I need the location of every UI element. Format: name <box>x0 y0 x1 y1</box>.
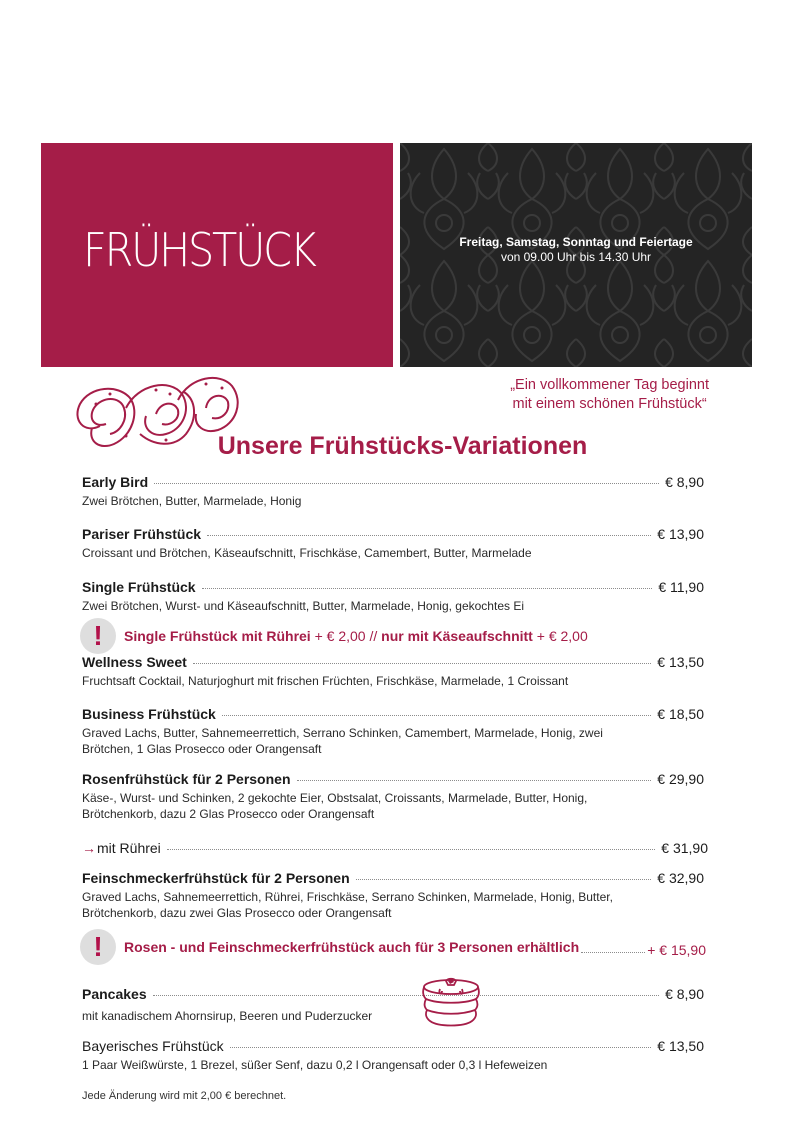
menu-item-single <box>82 579 704 614</box>
opening-time: von 09.00 Uhr bis 14.30 Uhr <box>500 250 652 264</box>
opening-hours <box>400 235 752 264</box>
section-title: Unsere Frühstücks-Variationen <box>217 432 588 460</box>
note-option-price: + € 2,00 <box>536 628 588 644</box>
menu-item-pancakes <box>82 986 704 1024</box>
item-price: € 8,90 <box>665 986 704 1002</box>
menu-item-rosen-ruehrei <box>82 840 708 856</box>
item-description: Graved Lachs, Butter, Sahnemeerrettich, Serrano Schinken, Camembert, Marmelade, Honig, zwei Brötchen, 1 Glas Prosecco oder Orangensaft <box>82 726 603 756</box>
item-description: Croissant und Brötchen, Käseaufschnitt, Frischkäse, Camembert, Butter, Marmelade <box>82 546 532 560</box>
quote-line: „Ein vollkommener Tag beginnt <box>510 377 709 393</box>
leader-dots <box>230 1047 652 1048</box>
leader-dots <box>202 588 653 589</box>
exclamation-icon: ! <box>80 929 116 965</box>
item-description: mit kanadischem Ahornsirup, Beeren und Puderzucker <box>82 1009 373 1023</box>
menu-item-pariser <box>82 526 704 561</box>
item-price: € 31,90 <box>661 840 708 856</box>
item-name-text: mit Rührei <box>97 840 161 856</box>
opening-days: Freitag, Samstag, Sonntag und Feiertage <box>459 235 693 249</box>
pancake-illustration <box>416 977 486 1029</box>
item-description: Käse-, Wurst- und Schinken, 2 gekochte Eier, Obstsalat, Croissants, Marmelade, Butter, Honig, Brötchenkorb, dazu 2 Glas Prosecco oder Orangensaft <box>82 791 588 821</box>
arrow-right-icon: → <box>82 840 96 856</box>
breakfast-quote <box>510 376 709 414</box>
item-name: Single Frühstück <box>82 579 196 595</box>
leader-dots <box>193 663 651 664</box>
item-name: Business Frühstück <box>82 706 216 722</box>
leader-dots <box>207 535 651 536</box>
item-description: Fruchtsaft Cocktail, Naturjoghurt mit frischen Früchten, Frischkäse, Marmelade, 1 Croissant <box>82 674 569 688</box>
menu-item-early-bird <box>82 474 704 509</box>
note-separator: // <box>369 628 378 644</box>
group-size-note <box>80 929 706 965</box>
leader-dots <box>153 995 659 996</box>
item-price: € 32,90 <box>657 870 704 886</box>
menu-item-feinschmecker <box>82 870 704 921</box>
item-description: Zwei Brötchen, Butter, Marmelade, Honig <box>82 494 302 508</box>
note-text: Rosen - und Feinschmeckerfrühstück auch für 3 Personen erhältlich <box>124 939 580 955</box>
page-title: FRÜHSTÜCK <box>83 223 315 277</box>
note-price: + € 15,90 <box>647 942 706 958</box>
leader-dots <box>222 715 651 716</box>
hero-title-panel <box>41 143 393 367</box>
exclamation-icon: ! <box>80 618 116 654</box>
note-option: nur mit Käseaufschnitt <box>381 628 533 644</box>
note-text <box>124 628 588 644</box>
note-option: Single Frühstück mit Rührei <box>124 628 311 644</box>
item-price: € 13,50 <box>657 654 704 670</box>
item-price: € 11,90 <box>658 579 704 595</box>
leader-dots <box>356 879 652 880</box>
item-name: Pancakes <box>82 986 147 1002</box>
menu-item-bayerisch <box>82 1038 704 1073</box>
item-description: Zwei Brötchen, Wurst- und Käseaufschnitt, Butter, Marmelade, Honig, gekochtes Ei <box>82 599 524 613</box>
item-price: € 13,50 <box>657 1038 704 1054</box>
item-name: Bayerisches Frühstück <box>82 1038 224 1054</box>
item-name: Rosenfrühstück für 2 Personen <box>82 771 291 787</box>
item-name <box>82 840 161 856</box>
single-breakfast-note <box>80 618 710 654</box>
menu-item-business <box>82 706 704 757</box>
item-description: 1 Paar Weißwürste, 1 Brezel, süßer Senf, dazu 0,2 l Orangensaft oder 0,3 l Hefeweizen <box>82 1058 548 1072</box>
item-description: Graved Lachs, Sahnemeerrettich, Rührei, Frischkäse, Serrano Schinken, Marmelade, Honig, Butter, Brötchenkorb, dazu zwei Glas Prosecco oder Orangensaft <box>82 890 613 920</box>
menu-item-wellness <box>82 654 704 689</box>
leader-dots <box>167 849 655 850</box>
item-price: € 13,90 <box>657 526 704 542</box>
leader-dots <box>581 952 645 953</box>
change-fee-note: Jede Änderung wird mit 2,00 € berechnet. <box>82 1090 287 1102</box>
menu-item-rosen <box>82 771 704 822</box>
quote-line: mit einem schönen Frühstück“ <box>512 396 707 412</box>
leader-dots <box>297 780 652 781</box>
item-name: Early Bird <box>82 474 149 490</box>
item-name: Feinschmeckerfrühstück für 2 Personen <box>82 870 350 886</box>
item-name: Wellness Sweet <box>82 654 187 670</box>
note-option-price: + € 2,00 <box>314 628 366 644</box>
hero-hours-panel <box>400 143 752 367</box>
leader-dots <box>154 483 659 484</box>
item-price: € 8,90 <box>665 474 704 490</box>
item-price: € 18,50 <box>657 706 704 722</box>
item-price: € 29,90 <box>657 771 704 787</box>
item-name: Pariser Frühstück <box>82 526 202 542</box>
